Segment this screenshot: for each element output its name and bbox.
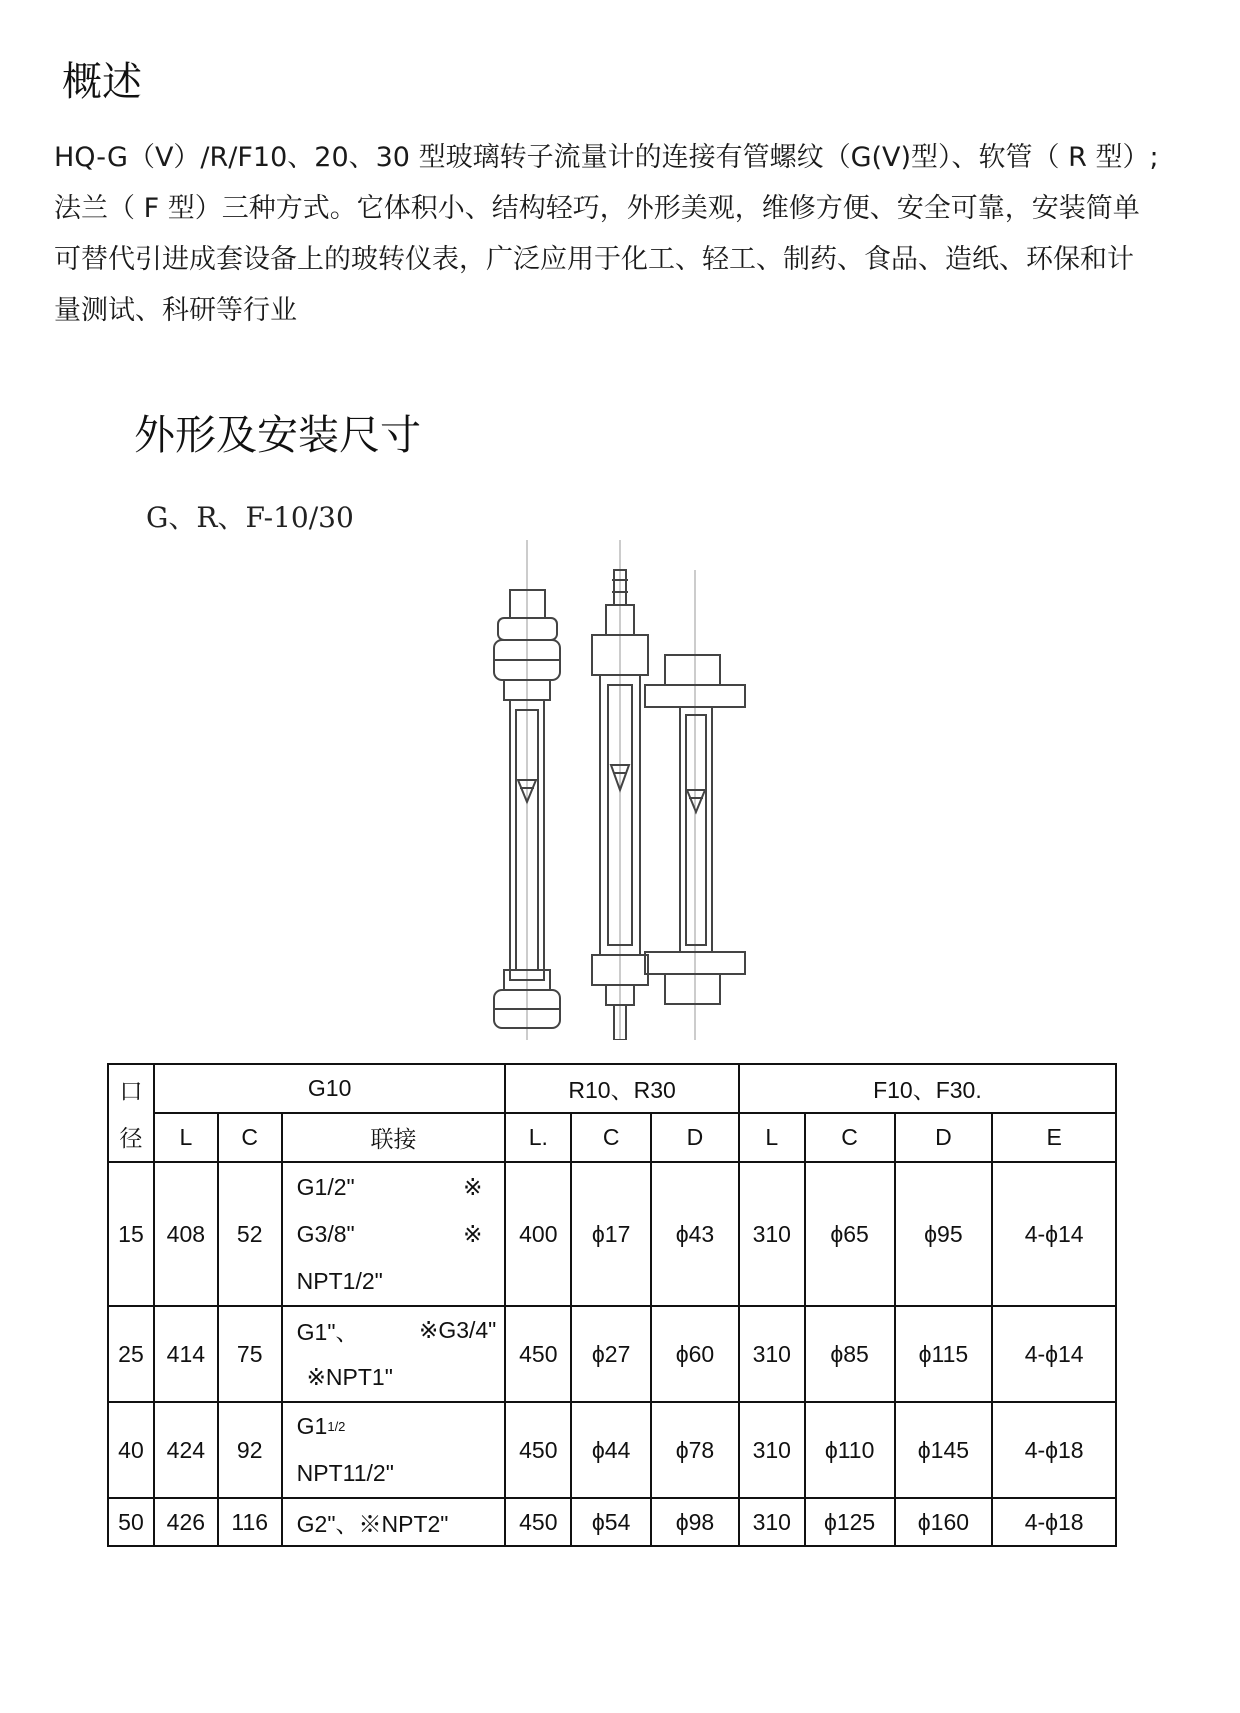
threaded-flowmeter-drawing: [494, 540, 560, 1040]
cell: 4-ϕ14: [992, 1306, 1116, 1402]
cell: 92: [218, 1402, 282, 1498]
cell: 4-ϕ14: [992, 1162, 1116, 1306]
connection-text: G2"、※NPT2": [296, 1510, 449, 1537]
col-header: D: [651, 1113, 739, 1162]
bore-header-char: 口: [119, 1078, 143, 1104]
cell: ϕ125: [805, 1498, 895, 1546]
connection-text: ※NPT1": [306, 1364, 393, 1390]
connection-subscript: 1/2: [327, 1419, 346, 1434]
connection-text: G1/2": [296, 1173, 355, 1200]
bore-header: [108, 1064, 154, 1162]
cell: ϕ110: [805, 1402, 895, 1498]
table-row: [108, 1306, 1116, 1402]
cell: 4-ϕ18: [992, 1402, 1116, 1498]
overview-line: 法兰（ F 型）三种方式。它体积小、结构轻巧，外形美观，维修方便、安全可靠，安装简单: [54, 193, 1140, 224]
bore-cell: 25: [108, 1306, 154, 1402]
cell: 116: [218, 1498, 282, 1546]
cell: 310: [739, 1498, 805, 1546]
dimensions-table: [107, 1063, 1117, 1547]
model-label: G、R、F-10/30: [146, 501, 354, 534]
flange-flowmeter-drawing: [645, 570, 745, 1040]
connection-mark: ※: [463, 1173, 483, 1200]
connection-text: ※G3/4": [419, 1317, 497, 1343]
cell: ϕ44: [571, 1402, 651, 1498]
col-header: C: [805, 1113, 895, 1162]
bore-header-char: 径: [119, 1125, 143, 1151]
overview-title: 概述: [62, 59, 142, 105]
cell: 408: [154, 1162, 218, 1306]
cell: 450: [505, 1498, 571, 1546]
table-row: [108, 1402, 1116, 1498]
col-header: C: [571, 1113, 651, 1162]
connection-cell: [282, 1306, 506, 1402]
col-header: C: [218, 1113, 282, 1162]
connection-text: G1"、: [296, 1319, 359, 1345]
col-header: L.: [505, 1113, 571, 1162]
dimensions-title: 外形及安装尺寸: [134, 411, 421, 459]
col-header: E: [992, 1113, 1116, 1162]
connection-text: NPT11/2": [296, 1460, 394, 1486]
cell: ϕ17: [571, 1162, 651, 1306]
overview-line: 可替代引进成套设备上的玻转仪表，广泛应用于化工、轻工、制药、食品、造纸、环保和计: [54, 244, 1134, 275]
cell: 310: [739, 1402, 805, 1498]
connection-cell: [282, 1402, 506, 1498]
cell: ϕ54: [571, 1498, 651, 1546]
cell: ϕ95: [895, 1162, 993, 1306]
group-header-r: R10、R30: [505, 1064, 738, 1113]
bore-cell: 50: [108, 1498, 154, 1546]
overview-line: 量测试、科研等行业: [54, 295, 297, 326]
bore-cell: 40: [108, 1402, 154, 1498]
table-row: [108, 1498, 1116, 1546]
overview-text: [54, 132, 1204, 336]
cell: ϕ160: [895, 1498, 993, 1546]
connection-mark: ※: [463, 1220, 483, 1247]
cell: 52: [218, 1162, 282, 1306]
col-header: 联接: [282, 1113, 506, 1162]
cell: 450: [505, 1306, 571, 1402]
cell: 426: [154, 1498, 218, 1546]
table-row: [108, 1162, 1116, 1306]
cell: 424: [154, 1402, 218, 1498]
connection-cell: [282, 1162, 506, 1306]
flowmeter-drawing: [430, 540, 760, 1040]
cell: ϕ98: [651, 1498, 739, 1546]
cell: ϕ60: [651, 1306, 739, 1402]
connection-text: G1: [296, 1413, 328, 1439]
group-header-f: F10、F30.: [739, 1064, 1116, 1113]
cell: 400: [505, 1162, 571, 1306]
connection-cell: [282, 1498, 506, 1546]
col-header: L: [739, 1113, 805, 1162]
col-header: D: [895, 1113, 993, 1162]
group-header-g10: G10: [154, 1064, 505, 1113]
connection-text: G3/8": [296, 1220, 355, 1247]
cell: 310: [739, 1306, 805, 1402]
cell: 75: [218, 1306, 282, 1402]
cell: ϕ78: [651, 1402, 739, 1498]
overview-line: HQ-G（V）/R/F10、20、30 型玻璃转子流量计的连接有管螺纹（G(V)型）、软管（ R 型）;: [54, 142, 1159, 173]
cell: ϕ85: [805, 1306, 895, 1402]
cell: ϕ65: [805, 1162, 895, 1306]
cell: 450: [505, 1402, 571, 1498]
cell: 4-ϕ18: [992, 1498, 1116, 1546]
cell: 414: [154, 1306, 218, 1402]
bore-cell: 15: [108, 1162, 154, 1306]
cell: ϕ43: [651, 1162, 739, 1306]
col-header: L: [154, 1113, 218, 1162]
connection-text: NPT1/2": [296, 1267, 383, 1294]
hose-flowmeter-drawing: [592, 540, 648, 1040]
cell: 310: [739, 1162, 805, 1306]
cell: ϕ145: [895, 1402, 993, 1498]
cell: ϕ115: [895, 1306, 993, 1402]
cell: ϕ27: [571, 1306, 651, 1402]
